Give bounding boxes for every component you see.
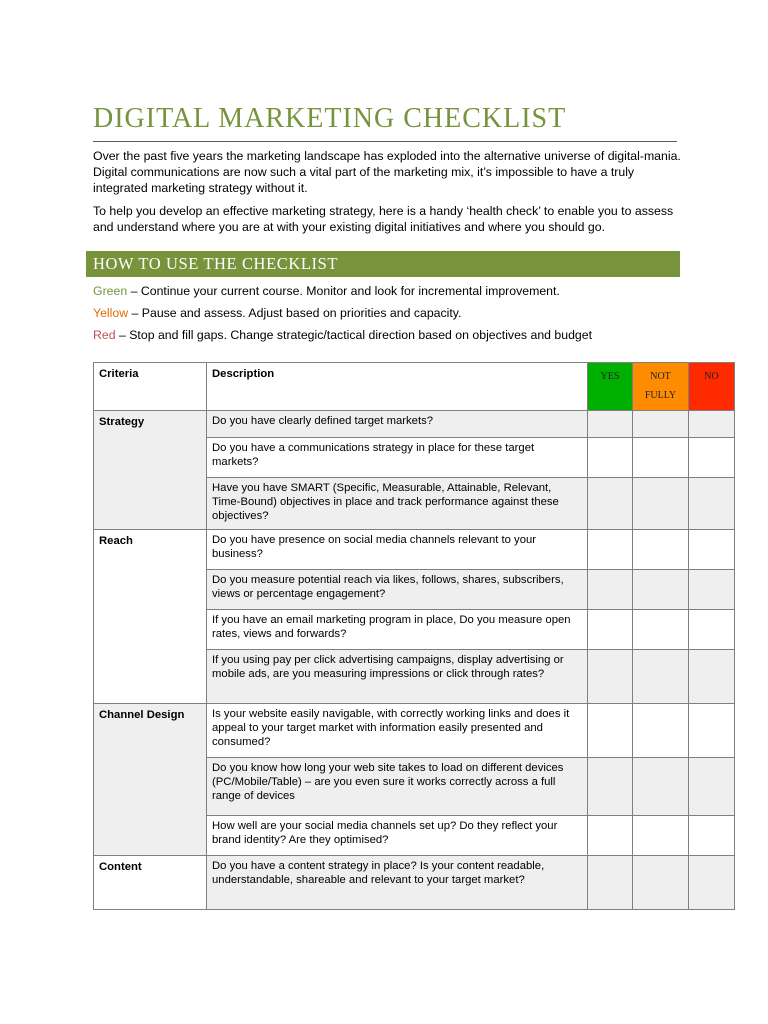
answer-cell-yes[interactable] (588, 478, 633, 530)
section-heading-banner (86, 251, 680, 277)
intro-paragraph-1: Over the past five years the marketing landscape has exploded into the alternative universe of digital-mania. Digital communications are now such a vital part of the marketing mix, it’s impossible to have a truly integrated marketing strategy without it. (93, 149, 681, 195)
header-yes: YES (588, 363, 633, 411)
answer-cell-no[interactable] (689, 650, 735, 704)
answer-cell-yes[interactable] (588, 650, 633, 704)
page-title: DIGITAL MARKETING CHECKLIST (93, 103, 567, 134)
legend-yellow-text: – Pause and assess. Adjust based on priorities and capacity. (128, 306, 462, 320)
answer-cell-yes[interactable] (588, 610, 633, 650)
answer-cell-no[interactable] (689, 758, 735, 816)
question-text: Do you have clearly defined target markets? (207, 411, 588, 438)
answer-cell-not-fully[interactable] (633, 610, 689, 650)
answer-cell-not-fully[interactable] (633, 856, 689, 910)
table-header-row (94, 363, 735, 411)
answer-cell-not-fully[interactable] (633, 650, 689, 704)
section-heading: HOW TO USE THE CHECKLIST (93, 254, 339, 273)
header-description: Description (207, 363, 588, 411)
answer-cell-yes[interactable] (588, 816, 633, 856)
criteria-reach: Reach (94, 530, 207, 704)
answer-cell-not-fully[interactable] (633, 816, 689, 856)
header-criteria: Criteria (94, 363, 207, 411)
criteria-content: Content (94, 856, 207, 910)
answer-cell-yes[interactable] (588, 530, 633, 570)
answer-cell-yes[interactable] (588, 758, 633, 816)
question-text: Do you know how long your web site takes to load on different devices (PC/Mobile/Table) – are you even sure it works correctly across a full range of devices (207, 758, 588, 816)
question-text: Do you have presence on social media channels relevant to your business? (207, 530, 588, 570)
answer-cell-not-fully[interactable] (633, 704, 689, 758)
question-text: Do you measure potential reach via likes, follows, shares, subscribers, views or percentage engagement? (207, 570, 588, 610)
answer-cell-no[interactable] (689, 530, 735, 570)
question-text: Have you have SMART (Specific, Measurable, Attainable, Relevant, Time-Bound) objectives in place and track performance against these objectives? (207, 478, 588, 530)
legend-green (93, 284, 560, 298)
answer-cell-no[interactable] (689, 478, 735, 530)
table-row (94, 530, 735, 570)
legend-green-text: – Continue your current course. Monitor and look for incremental improvement. (127, 284, 560, 298)
table-row (94, 411, 735, 438)
answer-cell-no[interactable] (689, 438, 735, 478)
criteria-strategy: Strategy (94, 411, 207, 530)
answer-cell-no[interactable] (689, 704, 735, 758)
question-text: How well are your social media channels set up? Do they reflect your brand identity? Are they optimised? (207, 816, 588, 856)
table-row (94, 856, 735, 910)
answer-cell-yes[interactable] (588, 438, 633, 478)
legend-red (93, 328, 592, 342)
answer-cell-not-fully[interactable] (633, 570, 689, 610)
answer-cell-no[interactable] (689, 610, 735, 650)
header-no: NO (689, 363, 735, 411)
answer-cell-no[interactable] (689, 816, 735, 856)
table-row (94, 704, 735, 758)
answer-cell-not-fully[interactable] (633, 411, 689, 438)
title-divider (93, 141, 677, 142)
legend-green-label: Green (93, 284, 128, 298)
question-text: Do you have a content strategy in place? Is your content readable, understandable, shareable and relevant to your target market? (207, 856, 588, 910)
legend-yellow-label: Yellow (93, 306, 129, 320)
answer-cell-yes[interactable] (588, 570, 633, 610)
question-text: Is your website easily navigable, with correctly working links and does it appeal to your target market with information easily presented and consumed? (207, 704, 588, 758)
answer-cell-not-fully[interactable] (633, 758, 689, 816)
answer-cell-yes[interactable] (588, 856, 633, 910)
question-text: If you using pay per click advertising campaigns, display advertising or mobile ads, are you measuring impressions or click through rates? (207, 650, 588, 704)
criteria-channel-design: Channel Design (94, 704, 207, 856)
header-not-fully: NOT FULLY (633, 363, 689, 411)
answer-cell-not-fully[interactable] (633, 478, 689, 530)
legend-red-label: Red (93, 328, 116, 342)
intro-paragraph-2: To help you develop an effective marketing strategy, here is a handy ‘health check’ to enable you to assess and understand where you are at with your existing digital initiatives and where you should go. (93, 204, 674, 234)
answer-cell-yes[interactable] (588, 411, 633, 438)
legend-yellow (93, 306, 461, 320)
answer-cell-not-fully[interactable] (633, 438, 689, 478)
checklist-table (93, 362, 735, 910)
answer-cell-no[interactable] (689, 411, 735, 438)
answer-cell-no[interactable] (689, 856, 735, 910)
question-text: Do you have a communications strategy in place for these target markets? (207, 438, 588, 478)
answer-cell-no[interactable] (689, 570, 735, 610)
answer-cell-yes[interactable] (588, 704, 633, 758)
answer-cell-not-fully[interactable] (633, 530, 689, 570)
question-text: If you have an email marketing program in place, Do you measure open rates, views and forwards? (207, 610, 588, 650)
legend-red-text: – Stop and fill gaps. Change strategic/tactical direction based on objectives and budget (115, 328, 593, 342)
